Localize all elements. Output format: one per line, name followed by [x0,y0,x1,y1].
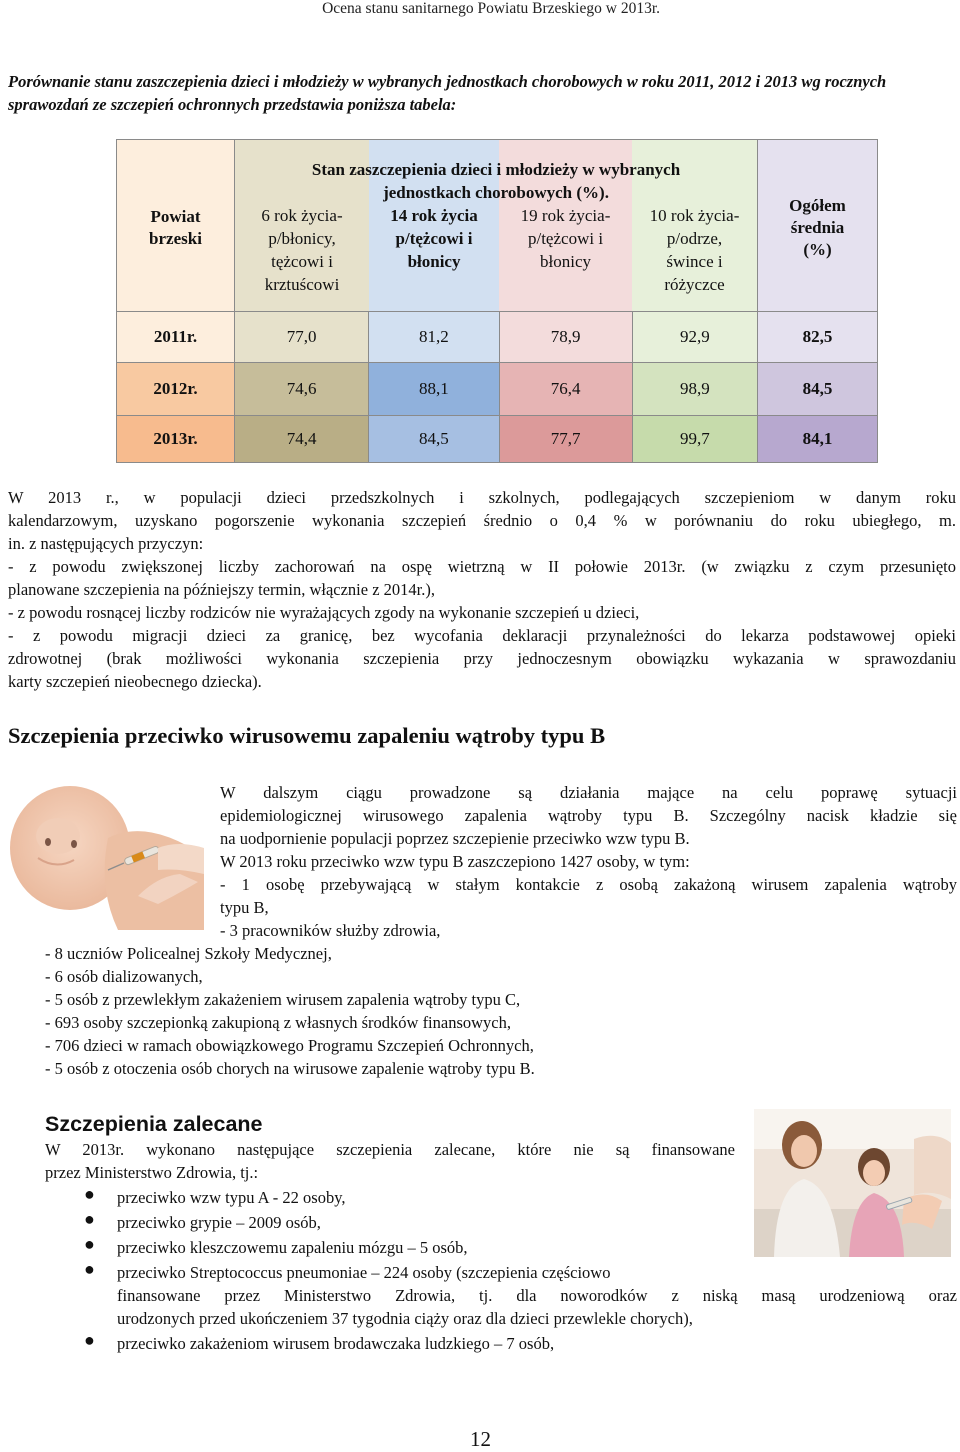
col-header-19y: 19 rok życia- p/tężcowi i błonicy [520,205,611,271]
row-year: 2013r. [117,416,235,463]
table-group-header [235,140,758,312]
hepb-text-line-7: - 3 pracowników służby zdrowia, [220,921,441,940]
list-item: przeciwko grypie – 2009 osób, [117,1213,321,1232]
total-header [758,140,878,312]
hepb-text-line-6: typu B, [220,898,269,917]
cell-total: 84,1 [758,416,878,463]
mother-child-illustration [754,1109,951,1257]
list-item: przeciwko zakażeniom wirusem brodawczaka ludzkiego – 7 osób, [117,1334,555,1353]
list-item: - 5 osób z otoczenia osób chorych na wirusowe zapalenie wątroby typu B. [45,1059,535,1078]
cell-6y: 74,6 [235,363,369,416]
list-item: - 6 osób dializowanych, [45,967,203,986]
cell-19y: 78,9 [499,312,632,363]
table-corner-label: Powiat brzeski [149,206,202,248]
recommended-intro-line-2: przez Ministerstwo Zdrowia, tj.: [45,1163,259,1182]
section1-line-5: planowane szczepienia na późniejszy termin, włącznie z 2014r.), [8,580,435,599]
baby-vaccination-illustration [8,778,204,930]
vaccination-table [116,139,878,463]
hepb-text-line-3: na uodpornienie populacji poprzez szczepienie przeciwko wzw typu B. [220,829,690,848]
table-row [117,416,878,463]
cell-6y: 74,4 [235,416,369,463]
hepb-text-line-5: - 1 osobę przebywającą w stałym kontakcie z osobą zakażoną wirusem zapalenia wątroby [220,875,957,894]
bullet-icon: ● [84,1184,95,1204]
recommended-intro-line-1: W 2013r. wykonano następujące szczepienia zalecane, które nie są finansowane [45,1140,735,1159]
cell-total: 82,5 [758,312,878,363]
list-item: - 5 osób z przewlekłym zakażeniem wirusem zapalenia wątroby typu C, [45,990,521,1009]
cell-6y: 77,0 [235,312,369,363]
list-item: - 8 uczniów Policealnej Szkoły Medycznej, [45,944,332,963]
hepb-text-line-4: W 2013 roku przeciwko wzw typu B zaszczepiono 1427 osoby, w tym: [220,852,690,871]
col-header-10y: 10 rok życia- p/odrze, śwince i różyczce [649,205,740,294]
intro-paragraph: Porównanie stanu zaszczepienia dzieci i młodzieży w wybranych jednostkach chorobowych w roku 2011, 2012 i 2013 wg rocznych sprawozdań ze szczepień ochronnych przedstawia poniższa tabela: [8,72,887,114]
col-header-14y: 14 rok życia p/tężcowi i błonicy [390,205,478,271]
cell-14y: 81,2 [369,312,499,363]
bullet-icon: ● [84,1330,95,1350]
mother-child-vaccination-photo [754,1109,951,1257]
section1-line-2: kalendarzowym, uzyskano pogorszenie wykonania szczepień średnio o 0,4 % w porównaniu do roku ubiegłego, m. [8,511,956,530]
section1-line-4: - z powodu zwiększonej liczby zachorowań na ospę wietrzną w II połowie 2013r. (w związku z czym przesunięto [8,557,956,576]
recommended-heading: Szczepienia zalecane [45,1112,263,1136]
section1-line-6: - z powodu rosnącej liczby rodziców nie wyrażających zgody na wykonanie szczepień u dzieci, [8,603,640,622]
list-item: - 706 dzieci w ramach obowiązkowego Programu Szczepień Ochronnych, [45,1036,534,1055]
cell-14y: 88,1 [369,363,499,416]
table-corner-cell [117,140,235,312]
row-year: 2012r. [117,363,235,416]
section1-line-8: zdrowotnej (brak możliwości wykonania szczepienia przy jednoczesnym obowiązku wykazania w sprawozdaniu [8,649,956,668]
bullet-icon: ● [84,1209,95,1229]
baby-vaccination-photo [8,778,204,930]
hepb-text-line-2: epidemiologicznej wirusowego zapalenia wątroby typu B. Szczególny nacisk kładzie się [220,806,957,825]
hepb-text-line-1: W dalszym ciągu prowadzone są działania mające na celu poprawę sytuacji [220,783,957,802]
cell-19y: 77,7 [499,416,632,463]
row-year: 2011r. [117,312,235,363]
cell-10y: 98,9 [632,363,757,416]
hepb-heading: Szczepienia przeciwko wirusowemu zapaleniu wątroby typu B [8,723,606,748]
list-item: przeciwko wzw typu A - 22 osoby, [117,1188,346,1207]
list-item: przeciwko kleszczowemu zapaleniu mózgu – 5 osób, [117,1238,468,1257]
cell-total: 84,5 [758,363,878,416]
section1-line-9: karty szczepień nieobecnego dziecka). [8,672,262,691]
list-item-continuation: urodzonych przed ukończeniem 37 tygodnia ciąży oraz dla dzieci przewlekle chorych), [117,1309,693,1328]
table-row [117,312,878,363]
section1-line-1: W 2013 r., w populacji dzieci przedszkolnych i szkolnych, podlegających szczepieniom w danym roku [8,488,956,507]
col-header-6y: 6 rok życia- p/błonicy, tężcowi i krztuścowi [261,205,343,294]
list-item-continuation: finansowane przez Ministerstwo Zdrowia, tj. dla noworodków z niską masą urodzeniową oraz [117,1286,957,1305]
cell-10y: 92,9 [632,312,757,363]
cell-14y: 84,5 [369,416,499,463]
table-row [117,363,878,416]
list-item: przeciwko Streptococcus pneumoniae – 224 osoby (szczepienia częściowo [117,1263,611,1282]
group-header-text: Stan zaszczepienia dzieci i młodzieży w wybranych jednostkach chorobowych (%). [311,159,681,202]
bullet-icon: ● [84,1259,95,1279]
page-header-title: Ocena stanu sanitarnego Powiatu Brzeskiego w 2013r. [322,0,660,17]
cell-10y: 99,7 [632,416,757,463]
page-number: 12 [470,1427,491,1451]
total-header-label: Ogółem średnia (%) [789,195,846,259]
list-item: - 693 osoby szczepionką zakupioną z własnych środków finansowych, [45,1013,512,1032]
section1-line-3: in. z następujących przyczyn: [8,534,204,553]
bullet-icon: ● [84,1234,95,1254]
section1-line-7: - z powodu migracji dzieci za granicę, bez wycofania deklaracji przynależności do lekarza podstawowej opieki [8,626,956,645]
cell-19y: 76,4 [499,363,632,416]
